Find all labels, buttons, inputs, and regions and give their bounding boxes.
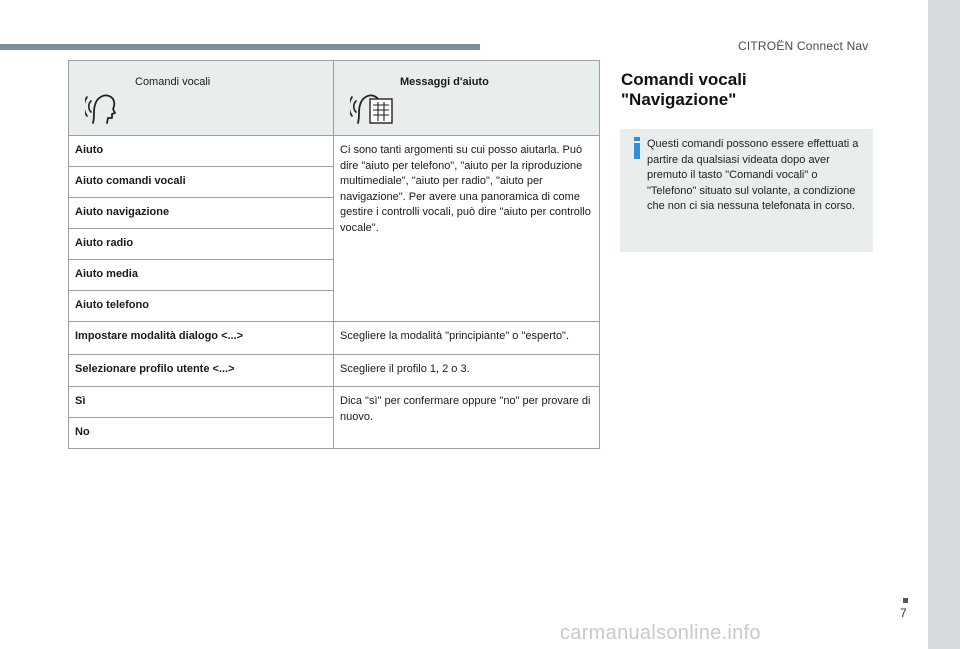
section-title	[621, 70, 901, 110]
table-header-row	[69, 61, 600, 136]
table-row	[69, 136, 600, 167]
table-row	[69, 387, 600, 418]
speaking-head-icon	[85, 85, 121, 125]
command-cell: Selezionare profilo utente <...>	[69, 355, 334, 387]
help-message-cell: Ci sono tanti argomenti su cui posso aiutarla. Può dire "aiuto per telefono", "aiuto per la riproduzione multimediale", "aiuto per radio", "aiuto per navigazione". Per avere una panoramica di come gestire i controlli vocali, può dire "aiuto per controllo vocale".	[334, 136, 600, 322]
command-cell: Aiuto navigazione	[69, 198, 334, 229]
help-message-cell: Scegliere la modalità "principiante" o "esperto".	[334, 322, 600, 355]
page-marker	[903, 598, 908, 603]
info-note-text: Questi comandi possono essere effettuati a partire da qualsiasi videata dopo aver premuto il tasto "Comandi vocali" o "Telefono" situato sul volante, a condizione che non ci sia nessuna telefonata in corso.	[647, 138, 859, 212]
table-header-help	[334, 61, 600, 136]
speaking-head-keypad-icon	[350, 85, 394, 125]
command-cell: Aiuto radio	[69, 229, 334, 260]
watermark: carmanualsonline.info	[560, 622, 761, 644]
command-cell: Impostare modalità dialogo <...>	[69, 322, 334, 355]
command-cell: No	[69, 418, 334, 449]
page-number: 7	[900, 606, 907, 620]
info-icon	[633, 137, 641, 159]
info-note	[620, 129, 873, 252]
side-strip	[928, 0, 960, 649]
command-cell: Aiuto telefono	[69, 291, 334, 322]
voice-commands-table	[68, 60, 600, 449]
header-rule	[0, 44, 480, 50]
help-message-cell: Dica "sì" per confermare oppure "no" per provare di nuovo.	[334, 387, 600, 449]
command-cell: Aiuto	[69, 136, 334, 167]
section-title-line1: Comandi vocali	[621, 70, 747, 89]
section-title-line2: "Navigazione"	[621, 90, 737, 109]
table-row	[69, 322, 600, 355]
command-cell: Aiuto comandi vocali	[69, 167, 334, 198]
table-row	[69, 355, 600, 387]
col1-header: Comandi vocali	[135, 76, 211, 88]
command-cell: Sì	[69, 387, 334, 418]
col2-header: Messaggi d'aiuto	[400, 76, 489, 88]
command-cell: Aiuto media	[69, 260, 334, 291]
brand-title: CITROËN Connect Nav	[738, 39, 869, 53]
table-header-commands	[69, 61, 334, 136]
help-message-cell: Scegliere il profilo 1, 2 o 3.	[334, 355, 600, 387]
